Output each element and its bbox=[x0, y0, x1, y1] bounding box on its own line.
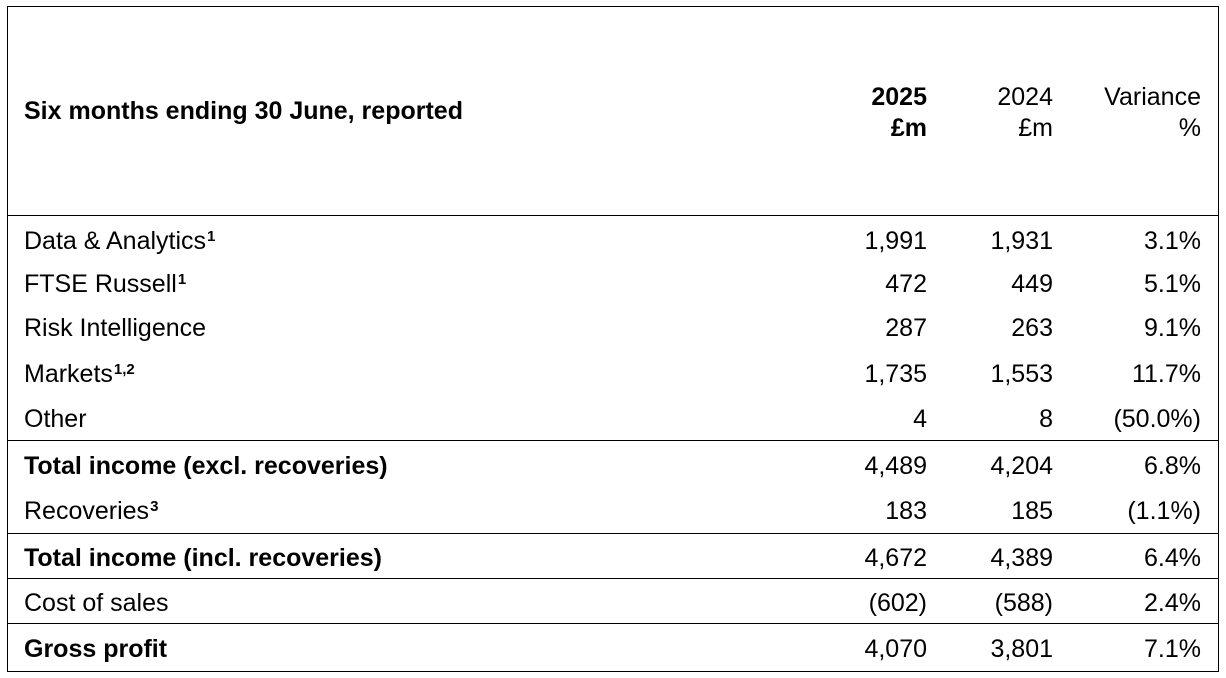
row-label: Recoveries$^3$ bbox=[24, 497, 159, 525]
value-2024: 4,389 bbox=[990, 544, 1053, 572]
table-row-total bbox=[8, 533, 1218, 578]
value-2024: 1,931 bbox=[990, 227, 1053, 255]
table-row bbox=[8, 305, 1218, 350]
table-row bbox=[8, 395, 1218, 440]
value-2025: 472 bbox=[885, 270, 927, 298]
value-2025: 4,489 bbox=[864, 452, 927, 480]
value-variance: 5.1% bbox=[1144, 270, 1201, 298]
row-label: Data & Analytics$^1$ bbox=[24, 227, 216, 255]
footnote-marker: 1 bbox=[207, 228, 216, 245]
table-header bbox=[8, 7, 1218, 215]
value-variance: 7.1% bbox=[1144, 635, 1201, 663]
table-title: Six months ending 30 June, reported bbox=[24, 97, 463, 125]
value-2024: 8 bbox=[1039, 405, 1053, 433]
income-table bbox=[7, 6, 1219, 672]
table-row-total bbox=[8, 623, 1218, 671]
value-2024: (588) bbox=[994, 589, 1053, 617]
row-label: Markets$^{1,2}$ bbox=[24, 360, 135, 388]
value-variance: (50.0%) bbox=[1113, 405, 1201, 433]
table-row bbox=[8, 487, 1218, 533]
value-variance: 2.4% bbox=[1144, 589, 1201, 617]
table-row bbox=[8, 260, 1218, 305]
row-label: Total income (incl. recoveries) bbox=[24, 544, 382, 572]
value-2025: (602) bbox=[868, 589, 927, 617]
footnote-marker: 1,2 bbox=[113, 361, 135, 378]
value-variance: (1.1%) bbox=[1127, 497, 1201, 525]
value-2024: 1,553 bbox=[990, 360, 1053, 388]
column-header-variance: Variance % bbox=[1104, 83, 1201, 142]
value-2025: 4 bbox=[913, 405, 927, 433]
row-label: Risk Intelligence bbox=[24, 314, 207, 342]
column-header-2025: 2025 £m bbox=[871, 83, 927, 142]
table-row-total bbox=[8, 440, 1218, 487]
value-variance: 9.1% bbox=[1144, 314, 1201, 342]
value-variance: 3.1% bbox=[1144, 227, 1201, 255]
row-label: Cost of sales bbox=[24, 589, 169, 617]
row-label: Other bbox=[24, 405, 87, 433]
value-variance: 6.8% bbox=[1144, 452, 1201, 480]
value-variance: 6.4% bbox=[1144, 544, 1201, 572]
value-2025: 183 bbox=[885, 497, 927, 525]
value-2025: 4,070 bbox=[864, 635, 927, 663]
value-2024: 185 bbox=[1011, 497, 1053, 525]
row-label: Total income (excl. recoveries) bbox=[24, 452, 388, 480]
table-row bbox=[8, 215, 1218, 260]
value-2024: 263 bbox=[1011, 314, 1053, 342]
value-2024: 4,204 bbox=[990, 452, 1053, 480]
row-label: FTSE Russell$^1$ bbox=[24, 270, 187, 298]
table-row bbox=[8, 350, 1218, 395]
footnote-marker: 3 bbox=[150, 498, 159, 515]
value-2024: 449 bbox=[1011, 270, 1053, 298]
value-variance: 11.7% bbox=[1131, 360, 1201, 388]
value-2025: 1,735 bbox=[864, 360, 927, 388]
footnote-marker: 1 bbox=[177, 271, 187, 288]
value-2025: 1,991 bbox=[864, 227, 927, 255]
value-2025: 287 bbox=[885, 314, 927, 342]
value-2025: 4,672 bbox=[864, 544, 927, 572]
value-2024: 3,801 bbox=[990, 635, 1053, 663]
row-label: Gross profit bbox=[24, 635, 168, 663]
column-header-2024: 2024 £m bbox=[997, 83, 1053, 142]
table-row bbox=[8, 578, 1218, 623]
